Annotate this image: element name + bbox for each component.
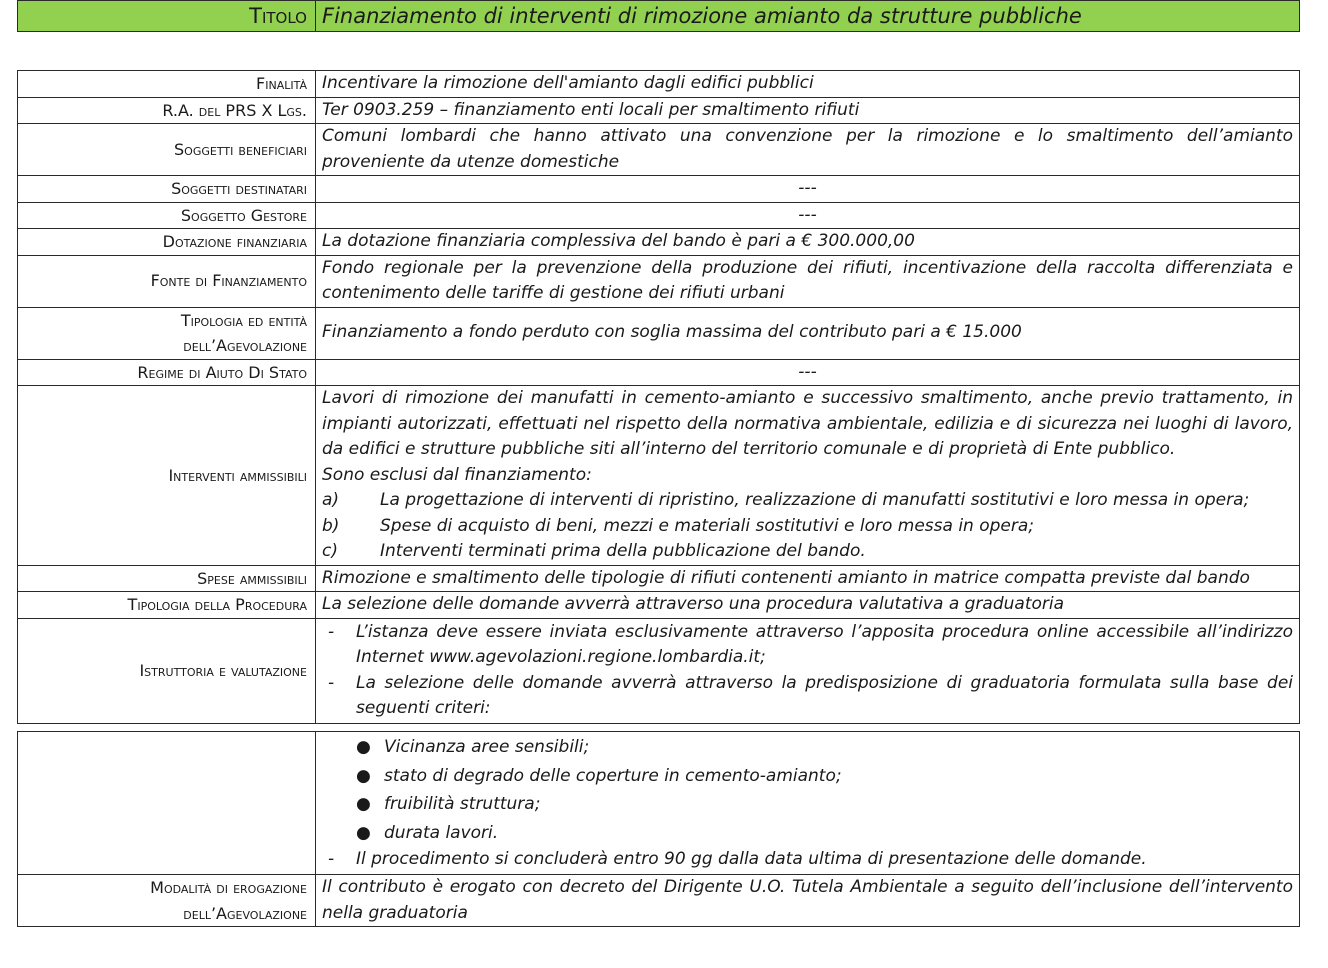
list-text: La selezione delle domande avverrà attraverso la predisposizione di graduatoria formulata sulla base dei seguenti criteri: [356, 672, 1293, 718]
value-modalita: Il contributo è erogato con decreto del Dirigente U.O. Tutela Ambientale a seguito dell’inclusione dell’intervento nella graduatoria [316, 875, 1300, 927]
row-gestore [18, 202, 1300, 229]
label-empty [18, 732, 316, 875]
details-table [17, 70, 1300, 724]
row-spese [18, 565, 1300, 592]
list-item [322, 620, 1293, 671]
title-label: Titolo [18, 1, 316, 32]
row-finalita [18, 71, 1300, 98]
value-regime: --- [316, 359, 1300, 386]
list-text: Il procedimento si concluderà entro 90 gg dalla data ultima di presentazione delle domande. [356, 849, 1147, 870]
label-tipologia-line1: Tipologia ed entità [180, 310, 307, 330]
value-fonte: Fondo regionale per la prevenzione della produzione dei rifiuti, incentivazione della raccolta differenziata e contenimento delle tariffe di gestione dei rifiuti urbani [316, 255, 1300, 307]
label-beneficiari: Soggetti beneficiari [18, 124, 316, 176]
row-procedura [18, 592, 1300, 619]
list-item [322, 488, 1293, 514]
label-tipologia-agevolazione [18, 307, 316, 359]
row-fonte [18, 255, 1300, 307]
row-regime [18, 359, 1300, 386]
list-marker: b) [322, 515, 340, 536]
list-item [322, 762, 1293, 791]
list-item [322, 539, 1293, 565]
list-marker: - [328, 621, 335, 642]
row-beneficiari [18, 124, 1300, 176]
criteria-list [322, 733, 1293, 847]
list-item [322, 847, 1293, 873]
closing-list [322, 847, 1293, 873]
label-modalita-line1: Modalità di erogazione [150, 878, 307, 897]
label-destinatari: Soggetti destinatari [18, 176, 316, 203]
label-interventi: Interventi ammissibili [18, 386, 316, 566]
list-item [322, 671, 1293, 722]
list-text: fruibilità struttura; [384, 794, 541, 815]
bullet-icon: ● [356, 737, 371, 758]
row-istruttoria [18, 618, 1300, 723]
list-text: Spese di acquisto di beni, mezzi e materiali sostitutivi e loro messa in opera; [380, 515, 1035, 536]
row-tipologia-agevolazione [18, 307, 1300, 359]
value-procedura: La selezione delle domande avverrà attraverso una procedura valutativa a graduatoria [316, 592, 1300, 619]
list-text: Vicinanza aree sensibili; [384, 737, 590, 758]
label-spese: Spese ammissibili [18, 565, 316, 592]
list-item [322, 790, 1293, 819]
list-text: La progettazione di interventi di ripristino, realizzazione di manufatti sostitutivi e loro messa in opera; [380, 490, 1250, 510]
list-marker: a) [322, 490, 340, 510]
list-item [322, 733, 1293, 762]
row-ra [18, 97, 1300, 124]
interventi-exclusion-heading: Sono esclusi dal finanziamento: [322, 464, 592, 485]
value-criteria [316, 732, 1300, 875]
list-text: durata lavori. [384, 822, 499, 843]
value-ra: Ter 0903.259 – finanziamento enti locali per smaltimento rifiuti [316, 97, 1300, 124]
value-beneficiari: Comuni lombardi che hanno attivato una convenzione per la rimozione e lo smaltimento dell’amianto proveniente da utenze domestiche [316, 124, 1300, 176]
value-interventi [316, 386, 1300, 566]
row-interventi [18, 386, 1300, 566]
value-gestore: --- [316, 202, 1300, 229]
value-dotazione: La dotazione finanziaria complessiva del bando è pari a € 300.000,00 [316, 229, 1300, 256]
istruttoria-list [322, 620, 1293, 722]
continuation-table [17, 731, 1300, 927]
label-istruttoria: Istruttoria e valutazione [18, 618, 316, 723]
value-destinatari: --- [316, 176, 1300, 203]
value-spese: Rimozione e smaltimento delle tipologie di rifiuti contenenti amianto in matrice compatta previste dal bando [316, 565, 1300, 592]
label-finalita: Finalità [18, 71, 316, 98]
label-procedura: Tipologia della Procedura [18, 592, 316, 619]
list-item [322, 819, 1293, 848]
bullet-icon: ● [356, 822, 371, 843]
row-modalita [18, 875, 1300, 927]
title-value: Finanziamento di interventi di rimozione amianto da strutture pubbliche [316, 1, 1300, 32]
bullet-icon: ● [356, 794, 371, 815]
value-tipologia-agevolazione: Finanziamento a fondo perduto con soglia massima del contributo pari a € 15.000 [316, 307, 1300, 359]
row-dotazione [18, 229, 1300, 256]
label-gestore: Soggetto Gestore [18, 202, 316, 229]
label-tipologia-line2: dell’Agevolazione [183, 336, 307, 355]
label-regime: Regime di Aiuto Di Stato [18, 359, 316, 386]
list-marker: - [328, 849, 335, 870]
row-criteria [18, 732, 1300, 875]
label-dotazione: Dotazione finanziaria [18, 229, 316, 256]
value-istruttoria [316, 618, 1300, 723]
value-finalita: Incentivare la rimozione dell'amianto dagli edifici pubblici [316, 71, 1300, 98]
list-marker: - [328, 672, 335, 693]
label-modalita-line2: dell’Agevolazione [183, 903, 307, 923]
row-destinatari [18, 176, 1300, 203]
title-table [17, 0, 1300, 32]
list-marker: c) [322, 541, 338, 561]
label-ra: R.A. del PRS X Lgs. [18, 97, 316, 124]
label-modalita [18, 875, 316, 927]
list-text: stato di degrado delle coperture in cemento-amianto; [384, 765, 842, 786]
label-fonte: Fonte di Finanziamento [18, 255, 316, 307]
bullet-icon: ● [356, 765, 371, 786]
list-text: L’istanza deve essere inviata esclusivamente attraverso l’apposita procedura online accessibile all’indirizzo Internet www.agevolazioni.regione.lombardia.it; [356, 621, 1293, 667]
list-text: Interventi terminati prima della pubblicazione del bando. [380, 541, 866, 561]
exclusions-list [322, 488, 1293, 565]
interventi-intro: Lavori di rimozione dei manufatti in cemento-amianto e successivo smaltimento, anche previo trattamento, in impianti autorizzati, effettuati nel rispetto della normativa ambientale, edilizia e di sicurezza nei luoghi di lavoro, da edifici e strutture pubbliche siti all’interno del territorio comunale e di proprietà di Ente pubblico. [322, 388, 1293, 459]
list-item [322, 514, 1293, 540]
